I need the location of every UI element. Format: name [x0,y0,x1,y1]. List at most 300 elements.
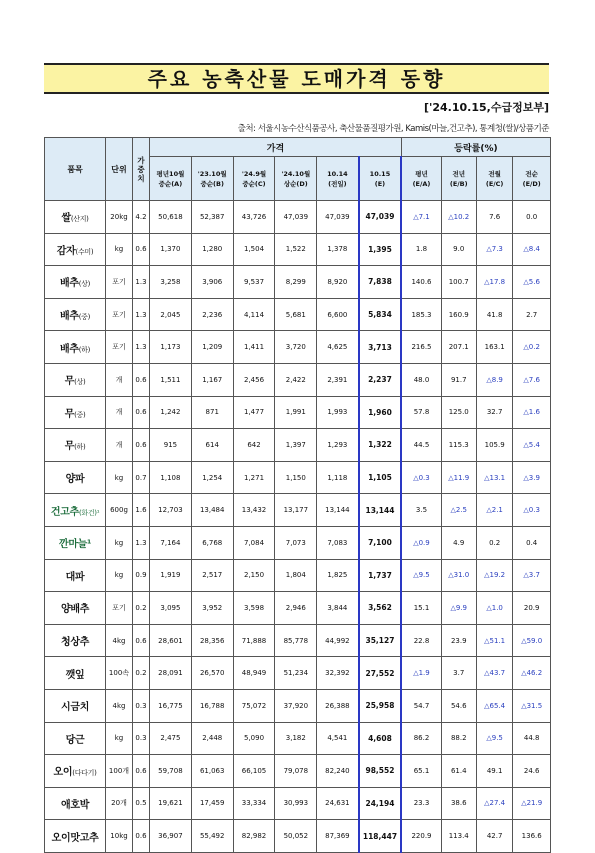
price-cell: 16,775 [150,689,192,722]
item-name-main: 무 [64,376,75,388]
item-unit: 개 [106,396,133,429]
price-col-header [317,157,359,201]
price-cell: 3,720 [275,331,317,364]
item-weight: 0.2 [132,592,149,625]
price-cell: 6,768 [191,526,233,559]
rate-cell: 24.6 [513,755,551,788]
rate-col-header-line1: 전년 [452,169,466,178]
item-name-sub: (다다기) [72,769,97,778]
rate-cell: 140.6 [401,266,441,299]
price-cell: 3,258 [150,266,192,299]
price-today: 25,958 [359,689,402,722]
rate-cell: 0.0 [513,201,551,234]
price-cell: 1,522 [275,233,317,266]
item-unit: 포기 [106,592,133,625]
price-today: 3,713 [359,331,402,364]
rate-col-header-line2: (E/A) [412,179,431,188]
price-today: 1,105 [359,461,402,494]
item-name-sub: (하) [74,443,86,452]
rate-cell: △3.9 [513,461,551,494]
rate-cell: 100.7 [441,266,476,299]
rate-cell: 3.7 [441,657,476,690]
header-item: 품목 [45,138,106,201]
price-cell: 7,164 [150,526,192,559]
rate-cell: △13.1 [476,461,512,494]
rate-cell: 125.0 [441,396,476,429]
rate-cell: △65.4 [476,689,512,722]
price-cell: 2,045 [150,298,192,331]
item-weight: 0.6 [132,820,149,853]
price-today: 1,395 [359,233,402,266]
table-row [45,266,551,299]
item-weight: 0.6 [132,429,149,462]
price-cell: 1,280 [191,233,233,266]
price-col-header-line2: 중순(A) [158,179,183,188]
date-tag: ['24.10.15,수급정보부] [423,101,549,114]
source-note: 출처: 서울시농수산식품공사, 축산물품질평가원, Kamis(마늘,건고추), 통계청(쌀)/상품기준 [237,124,549,134]
price-col-header-line2: 상순(D) [283,179,308,188]
price-cell: 1,150 [275,461,317,494]
item-name [45,298,106,331]
item-name-main: 쌀 [61,213,71,225]
price-cell: 2,946 [275,592,317,625]
item-name [45,820,106,853]
price-cell: 26,570 [191,657,233,690]
price-today: 118,447 [359,820,402,853]
rate-cell: 0.4 [513,526,551,559]
price-cell: 61,063 [191,755,233,788]
item-name [45,494,106,527]
price-cell: 1,991 [275,396,317,429]
price-cell: 82,982 [233,820,275,853]
rate-cell: △8.4 [513,233,551,266]
rate-cell: 4.9 [441,526,476,559]
price-col-header-line1: '24.9월 [241,169,267,178]
item-name-main: 오이 [53,767,73,779]
rate-cell: 136.6 [513,820,551,853]
item-unit: kg [106,722,133,755]
price-cell: 47,039 [275,201,317,234]
table-row [45,201,551,234]
item-name-sub: (상) [74,378,86,387]
price-cell: 13,484 [191,494,233,527]
rate-cell: 15.1 [401,592,441,625]
price-cell: 19,621 [150,787,192,820]
rate-cell: △7.3 [476,233,512,266]
item-weight: 4.2 [132,201,149,234]
item-name [45,461,106,494]
item-name [45,363,106,396]
item-name [45,266,106,299]
table-row [45,624,551,657]
item-name [45,201,106,234]
table-row [45,461,551,494]
rate-cell: 185.3 [401,298,441,331]
rate-cell: △21.9 [513,787,551,820]
rate-cell: 216.5 [401,331,441,364]
item-weight: 0.6 [132,755,149,788]
rate-cell: 3.5 [401,494,441,527]
price-col-header-line1: '23.10월 [197,169,227,178]
item-name-main: 시금치 [61,702,90,714]
item-name-sub: (중) [74,410,86,419]
price-cell: 85,778 [275,624,317,657]
rate-cell: △9.9 [441,592,476,625]
item-name [45,787,106,820]
price-cell: 82,240 [317,755,359,788]
item-weight: 1.3 [132,266,149,299]
rate-cell: △9.5 [476,722,512,755]
price-cell: 79,078 [275,755,317,788]
item-name [45,429,106,462]
item-name [45,624,106,657]
price-cell: 48,949 [233,657,275,690]
item-name-sub: (중) [78,313,91,322]
rate-cell: 44.5 [401,429,441,462]
price-cell: 8,299 [275,266,317,299]
price-cell: 1,242 [150,396,192,429]
price-cell: 1,167 [191,363,233,396]
rate-cell: 49.1 [476,755,512,788]
price-cell: 1,209 [191,331,233,364]
item-weight: 0.3 [132,689,149,722]
rate-cell: △0.2 [513,331,551,364]
item-name [45,755,106,788]
table-row [45,494,551,527]
rate-col-header-line2: (E/D) [522,179,541,188]
price-cell: 51,234 [275,657,317,690]
table-row [45,233,551,266]
table-row [45,657,551,690]
price-cell: 5,681 [275,298,317,331]
price-col-header [275,157,317,201]
rate-col-header [476,157,512,201]
rate-cell: △10.2 [441,201,476,234]
price-col-header-line1: 10.15 [369,169,391,178]
rate-cell: 91.7 [441,363,476,396]
rate-cell: 41.8 [476,298,512,331]
price-today: 7,838 [359,266,402,299]
price-cell: 28,091 [150,657,192,690]
header-unit: 단위 [106,138,133,201]
price-cell: 87,369 [317,820,359,853]
rate-cell: 220.9 [401,820,441,853]
item-unit: 개 [106,429,133,462]
rate-cell: △11.9 [441,461,476,494]
price-col-header-line1: '24.10월 [281,169,311,178]
price-cell: 33,334 [233,787,275,820]
price-cell: 1,271 [233,461,275,494]
price-today: 1,737 [359,559,402,592]
item-weight: 0.2 [132,657,149,690]
price-cell: 59,708 [150,755,192,788]
table-row [45,820,551,853]
rate-cell: △0.9 [401,526,441,559]
price-cell: 1,511 [150,363,192,396]
price-cell: 2,391 [317,363,359,396]
price-today: 13,144 [359,494,402,527]
rate-col-header-line1: 전순 [525,169,538,178]
price-cell: 2,448 [191,722,233,755]
item-name-main: 무 [64,441,75,453]
rate-cell: 160.9 [441,298,476,331]
item-name-main: 오이맛고추 [51,832,99,844]
price-cell: 1,378 [317,233,359,266]
price-cell: 24,631 [317,787,359,820]
rate-cell: △46.2 [513,657,551,690]
rate-cell: △17.8 [476,266,512,299]
rate-cell: 20.9 [513,592,551,625]
price-cell: 1,411 [233,331,275,364]
price-cell: 16,788 [191,689,233,722]
price-cell: 4,541 [317,722,359,755]
rate-cell: 57.8 [401,396,441,429]
item-name [45,396,106,429]
item-name-main: 무 [64,408,75,420]
rate-cell: △1.6 [513,396,551,429]
price-today: 5,834 [359,298,402,331]
price-today: 2,237 [359,363,402,396]
price-cell: 1,293 [317,429,359,462]
price-cell: 43,726 [233,201,275,234]
rate-cell: △0.3 [513,494,551,527]
item-name [45,233,106,266]
item-name [45,559,106,592]
item-name-sub: (하) [78,345,91,354]
item-name-sub: (상) [78,280,91,289]
rate-col-header-line1: 전월 [488,169,501,178]
item-weight: 0.5 [132,787,149,820]
item-name [45,689,106,722]
item-name [45,592,106,625]
header-rate: 등락률(%) [401,138,550,157]
page-title: 주요 농축산물 도매가격 동향 [147,67,446,91]
price-cell: 52,387 [191,201,233,234]
price-cell: 2,517 [191,559,233,592]
price-cell: 7,084 [233,526,275,559]
price-col-header-line2: 중순(B) [200,179,224,188]
item-name-sub: (수미) [75,247,94,256]
item-weight: 0.6 [132,233,149,266]
item-unit: kg [106,526,133,559]
item-name [45,331,106,364]
price-cell: 1,397 [275,429,317,462]
item-weight: 0.7 [132,461,149,494]
rate-cell: △0.3 [401,461,441,494]
rate-col-header-line2: (E/C) [485,179,504,188]
table-row [45,787,551,820]
price-cell: 36,907 [150,820,192,853]
table-row [45,689,551,722]
price-today: 35,127 [359,624,402,657]
table-row [45,755,551,788]
price-col-header [191,157,233,201]
price-cell: 71,888 [233,624,275,657]
price-cell: 1,825 [317,559,359,592]
price-today: 3,562 [359,592,402,625]
price-col-header [233,157,275,201]
item-unit: 4kg [106,689,133,722]
price-today: 1,322 [359,429,402,462]
rate-col-header [441,157,476,201]
table-row [45,526,551,559]
price-cell: 2,475 [150,722,192,755]
rate-cell: 88.2 [441,722,476,755]
price-cell: 3,182 [275,722,317,755]
rate-cell: 48.0 [401,363,441,396]
price-cell: 13,432 [233,494,275,527]
rate-cell: △31.0 [441,559,476,592]
price-cell: 871 [191,396,233,429]
price-cell: 4,114 [233,298,275,331]
price-cell: 28,601 [150,624,192,657]
rate-cell: 207.1 [441,331,476,364]
price-cell: 9,537 [233,266,275,299]
price-today: 98,552 [359,755,402,788]
price-cell: 1,370 [150,233,192,266]
price-cell: 3,952 [191,592,233,625]
item-weight: 0.6 [132,363,149,396]
price-cell: 1,108 [150,461,192,494]
item-unit: 20개 [106,787,133,820]
price-col-header [150,157,192,201]
rate-cell: 54.7 [401,689,441,722]
price-today: 4,608 [359,722,402,755]
item-unit: kg [106,233,133,266]
rate-cell: △5.4 [513,429,551,462]
item-weight: 1.6 [132,494,149,527]
item-unit: kg [106,461,133,494]
price-cell: 66,105 [233,755,275,788]
price-today: 7,100 [359,526,402,559]
price-cell: 1,804 [275,559,317,592]
rate-cell: 23.3 [401,787,441,820]
item-name-main: 청상추 [61,637,90,649]
price-col-header-line2: (E) [374,179,386,188]
price-cell: 30,993 [275,787,317,820]
table-row [45,331,551,364]
price-table [44,137,551,853]
item-unit: 20kg [106,201,133,234]
rate-cell: 86.2 [401,722,441,755]
rate-cell: △59.0 [513,624,551,657]
item-name-main: 감자 [56,245,76,257]
rate-col-header-line2: (E/B) [449,179,468,188]
item-name-main: 양파 [65,474,85,486]
price-cell: 6,600 [317,298,359,331]
price-today: 24,194 [359,787,402,820]
item-unit: 100속 [106,657,133,690]
table-row [45,722,551,755]
price-cell: 1,993 [317,396,359,429]
rate-cell: 65.1 [401,755,441,788]
price-cell: 7,073 [275,526,317,559]
price-cell: 12,703 [150,494,192,527]
item-name-main: 깐마늘¹ [58,539,92,551]
price-cell: 3,095 [150,592,192,625]
price-cell: 55,492 [191,820,233,853]
price-today: 1,960 [359,396,402,429]
price-cell: 13,144 [317,494,359,527]
item-name-main: 양배추 [61,604,90,616]
rate-cell: △9.5 [401,559,441,592]
price-cell: 17,459 [191,787,233,820]
price-cell: 915 [150,429,192,462]
rate-cell: △5.6 [513,266,551,299]
item-weight: 0.3 [132,722,149,755]
price-cell: 13,177 [275,494,317,527]
rate-cell: △51.1 [476,624,512,657]
rate-cell: △7.6 [513,363,551,396]
price-col-header-line1: 10.14 [327,169,348,178]
item-name-main: 배추 [60,343,79,355]
rate-cell: △1.9 [401,657,441,690]
price-cell: 5,090 [233,722,275,755]
table-row [45,363,551,396]
rate-cell: 7.6 [476,201,512,234]
rate-cell: △2.1 [476,494,512,527]
price-cell: 44,992 [317,624,359,657]
price-cell: 8,920 [317,266,359,299]
table-row [45,396,551,429]
price-today: 47,039 [359,201,402,234]
rate-cell: 44.8 [513,722,551,755]
rate-cell: △19.2 [476,559,512,592]
header-price: 가격 [150,138,402,157]
price-cell: 26,388 [317,689,359,722]
price-cell: 3,844 [317,592,359,625]
price-col-header-line2: (전일) [328,179,347,188]
item-unit: 10kg [106,820,133,853]
rate-cell: △2.5 [441,494,476,527]
price-cell: 2,236 [191,298,233,331]
rate-cell: △7.1 [401,201,441,234]
item-name [45,722,106,755]
price-cell: 4,625 [317,331,359,364]
rate-cell: △3.7 [513,559,551,592]
item-weight: 1.3 [132,331,149,364]
item-weight: 1.3 [132,526,149,559]
item-name-main: 깻잎 [65,669,85,681]
table-row [45,559,551,592]
price-cell: 642 [233,429,275,462]
rate-cell: △27.4 [476,787,512,820]
rate-cell: 54.6 [441,689,476,722]
item-name-main: 당근 [65,734,85,746]
price-cell: 3,906 [191,266,233,299]
rate-cell: 61.4 [441,755,476,788]
rate-cell: 105.9 [476,429,512,462]
price-cell: 614 [191,429,233,462]
rate-col-header [401,157,441,201]
item-unit: 100개 [106,755,133,788]
price-cell: 32,392 [317,657,359,690]
table-row [45,298,551,331]
item-weight: 1.3 [132,298,149,331]
rate-cell: △31.5 [513,689,551,722]
item-weight: 0.9 [132,559,149,592]
table-row [45,592,551,625]
item-weight: 0.6 [132,624,149,657]
item-name-main: 애호박 [61,799,90,811]
rate-cell: △1.0 [476,592,512,625]
rate-cell: 1.8 [401,233,441,266]
price-cell: 1,477 [233,396,275,429]
rate-col-header [513,157,551,201]
price-cell: 50,618 [150,201,192,234]
title-banner [44,63,549,94]
rate-cell: 113.4 [441,820,476,853]
